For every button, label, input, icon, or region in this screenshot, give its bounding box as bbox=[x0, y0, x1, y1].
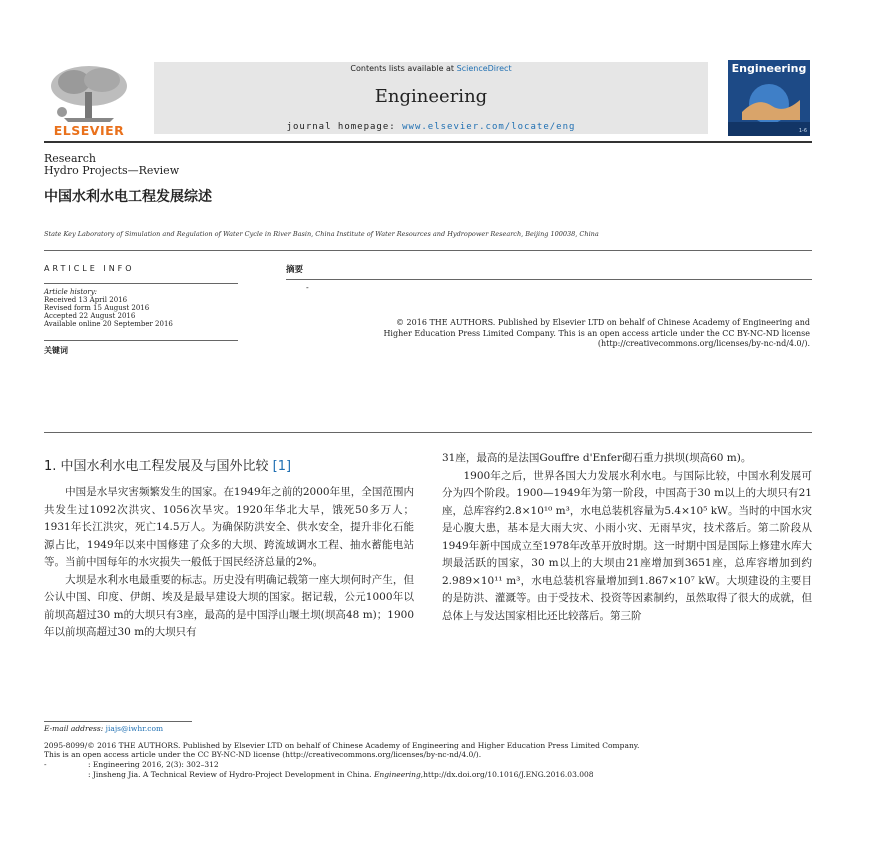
article-history bbox=[44, 288, 173, 328]
article-title: 中国水利水电工程发展综述 bbox=[44, 189, 212, 205]
source-line: : Engineering 2016, 2(3): 302–312 bbox=[88, 760, 219, 769]
copyright-line-1: © 2016 THE AUTHORS. Published by Elsevier LTD on behalf of Chinese Academy of Engineering and bbox=[396, 318, 810, 327]
cover-title: Engineering bbox=[731, 62, 807, 75]
history-accepted: Accepted 22 August 2016 bbox=[44, 312, 136, 320]
section-hydro-projects: Hydro Projects—Review bbox=[44, 164, 180, 177]
right-column bbox=[442, 450, 812, 625]
abstract-rule bbox=[286, 279, 812, 280]
elsevier-wordmark: ELSEVIER bbox=[53, 123, 125, 138]
issn-line: 2095-8099/© 2016 THE AUTHORS. Published by Elsevier LTD on behalf of Chinese Academy of Engineering and Higher Education Press Limited Company. bbox=[44, 741, 640, 750]
history-revised: Revised form 15 August 2016 bbox=[44, 304, 150, 312]
copyright-line-3: (http://creativecommons.org/licenses/by-nc-nd/4.0/). bbox=[597, 339, 810, 348]
journal-name: Engineering bbox=[374, 86, 488, 107]
journal-cover-image bbox=[728, 60, 810, 136]
sciencedirect-link[interactable]: ScienceDirect bbox=[456, 64, 512, 73]
english-citation-prefix: : Jinsheng Jia. A Technical Review of Hydro-Project Development in China. bbox=[88, 770, 374, 779]
history-label: Article history: bbox=[44, 288, 98, 296]
license-line: This is an open access article under the CC BY-NC-ND license (http://creativecommons.org/licenses/by-nc-nd/4.0/). bbox=[44, 750, 482, 759]
keywords-rule bbox=[44, 340, 238, 341]
abstract-copyright bbox=[286, 318, 810, 350]
header-rule bbox=[44, 141, 812, 143]
contents-prefix: Contents lists available at bbox=[350, 64, 457, 73]
license-footnote bbox=[44, 741, 812, 759]
affiliation-rule bbox=[44, 250, 812, 251]
homepage-prefix: journal homepage: bbox=[286, 122, 403, 132]
left-paragraph-2: 大坝是水利水电最重要的标志。历史没有明确记载第一座大坝何时产生，但公认中国、印度、伊朗、埃及是最早建设大坝的国家。据记载，公元1000年以前坝高超过30 m的大坝只有3座，最高的是中国浮山堰土坝(坝高48 m)；1900年以前坝高超过30 m的大坝只有 bbox=[44, 573, 414, 638]
journal-homepage-line bbox=[154, 122, 708, 132]
english-citation-journal: Engineering bbox=[373, 770, 421, 779]
article-info-rule bbox=[44, 283, 238, 284]
left-paragraph-1: 中国是水旱灾害频繁发生的国家。在1949年之前的2000年里，全国范围内共发生过1092次洪灾、1056次旱灾。1920年华北大旱，饿死50多万人；1931年长江洪灾，死亡14.5万人。为确保防洪安全、供水安全，提升非化石能源占比，1949年以来中国修建了众多的大坝、跨流域调水工程、抽水蓄能电站等。当前中国每年的水灾损失一般低于国民经济总量的2%。 bbox=[44, 486, 414, 568]
english-citation bbox=[88, 770, 594, 779]
history-online: Available online 20 September 2016 bbox=[44, 320, 173, 328]
copyright-line-2: Higher Education Press Limited Company. This is an open access article under the CC BY-NC-ND license bbox=[383, 328, 810, 338]
right-paragraph-1: 1900年之后，世界各国大力发展水利水电。与国际比较，中国水利发展可分为四个阶段。1900—1949年为第一阶段，中国高于30 m以上的大坝只有21座，总库容约2.8×10¹⁰ m³，水电总装机容量为5.4×10⁵ kW。当时的中国水灾是心腹大患，基本是大雨大灾、小雨小灾、无雨旱灾，技术落后。第二阶段从1949年新中国成立至1978年改革开放时期。这一时期中国是国际上修建水库大坝最活跃的国家，30 m以上的大坝由21座增加到3651座，总库容增加到约2.989×10¹¹ m³，水电总装机容量增加到1.867×10⁷ kW。大坝建设的主要目的是防洪、灌溉等。由于受技术、投资等因素制约，虽然取得了很大的成就，但总体上与发达国家相比还比较落后。第三阶 bbox=[442, 469, 812, 622]
body-top-rule bbox=[44, 432, 812, 433]
left-column bbox=[44, 484, 414, 642]
reference-link-1[interactable]: [1] bbox=[272, 459, 292, 474]
history-received: Received 13 April 2016 bbox=[44, 296, 128, 304]
email-link[interactable]: jiajs@iwhr.com bbox=[105, 724, 164, 733]
email-footnote bbox=[44, 724, 163, 733]
right-paragraph-0: 31座，最高的是法国Gouffre d'Enfer砌石重力拱坝(坝高60 m)。 bbox=[442, 452, 752, 464]
section-1-heading-text: 1. 中国水利水电工程发展及与国外比较 bbox=[44, 459, 273, 474]
email-label: E-mail address: bbox=[44, 724, 106, 733]
abstract-placeholder-dash: - bbox=[306, 283, 309, 292]
section-research: Research bbox=[44, 152, 97, 165]
homepage-link[interactable]: www.elsevier.com/locate/eng bbox=[402, 122, 576, 132]
section-1-heading bbox=[44, 455, 291, 474]
keywords-label: 关键词 bbox=[44, 346, 68, 355]
author-affiliation: State Key Laboratory of Simulation and Regulation of Water Cycle in River Basin, China Institute of Water Resources and Hydropower Research, Beijing 100038, China bbox=[44, 230, 599, 238]
article-info-heading: ARTICLE INFO bbox=[44, 264, 135, 273]
footnote-rule bbox=[44, 721, 192, 722]
contents-line bbox=[154, 64, 708, 73]
english-citation-doi[interactable]: ,http://dx.doi.org/10.1016/J.ENG.2016.03.008 bbox=[420, 770, 594, 779]
source-dash: - bbox=[44, 760, 47, 769]
abstract-label: 摘要 bbox=[286, 265, 304, 275]
section-label bbox=[44, 153, 179, 177]
cover-page-number: 1-6 bbox=[798, 128, 807, 134]
